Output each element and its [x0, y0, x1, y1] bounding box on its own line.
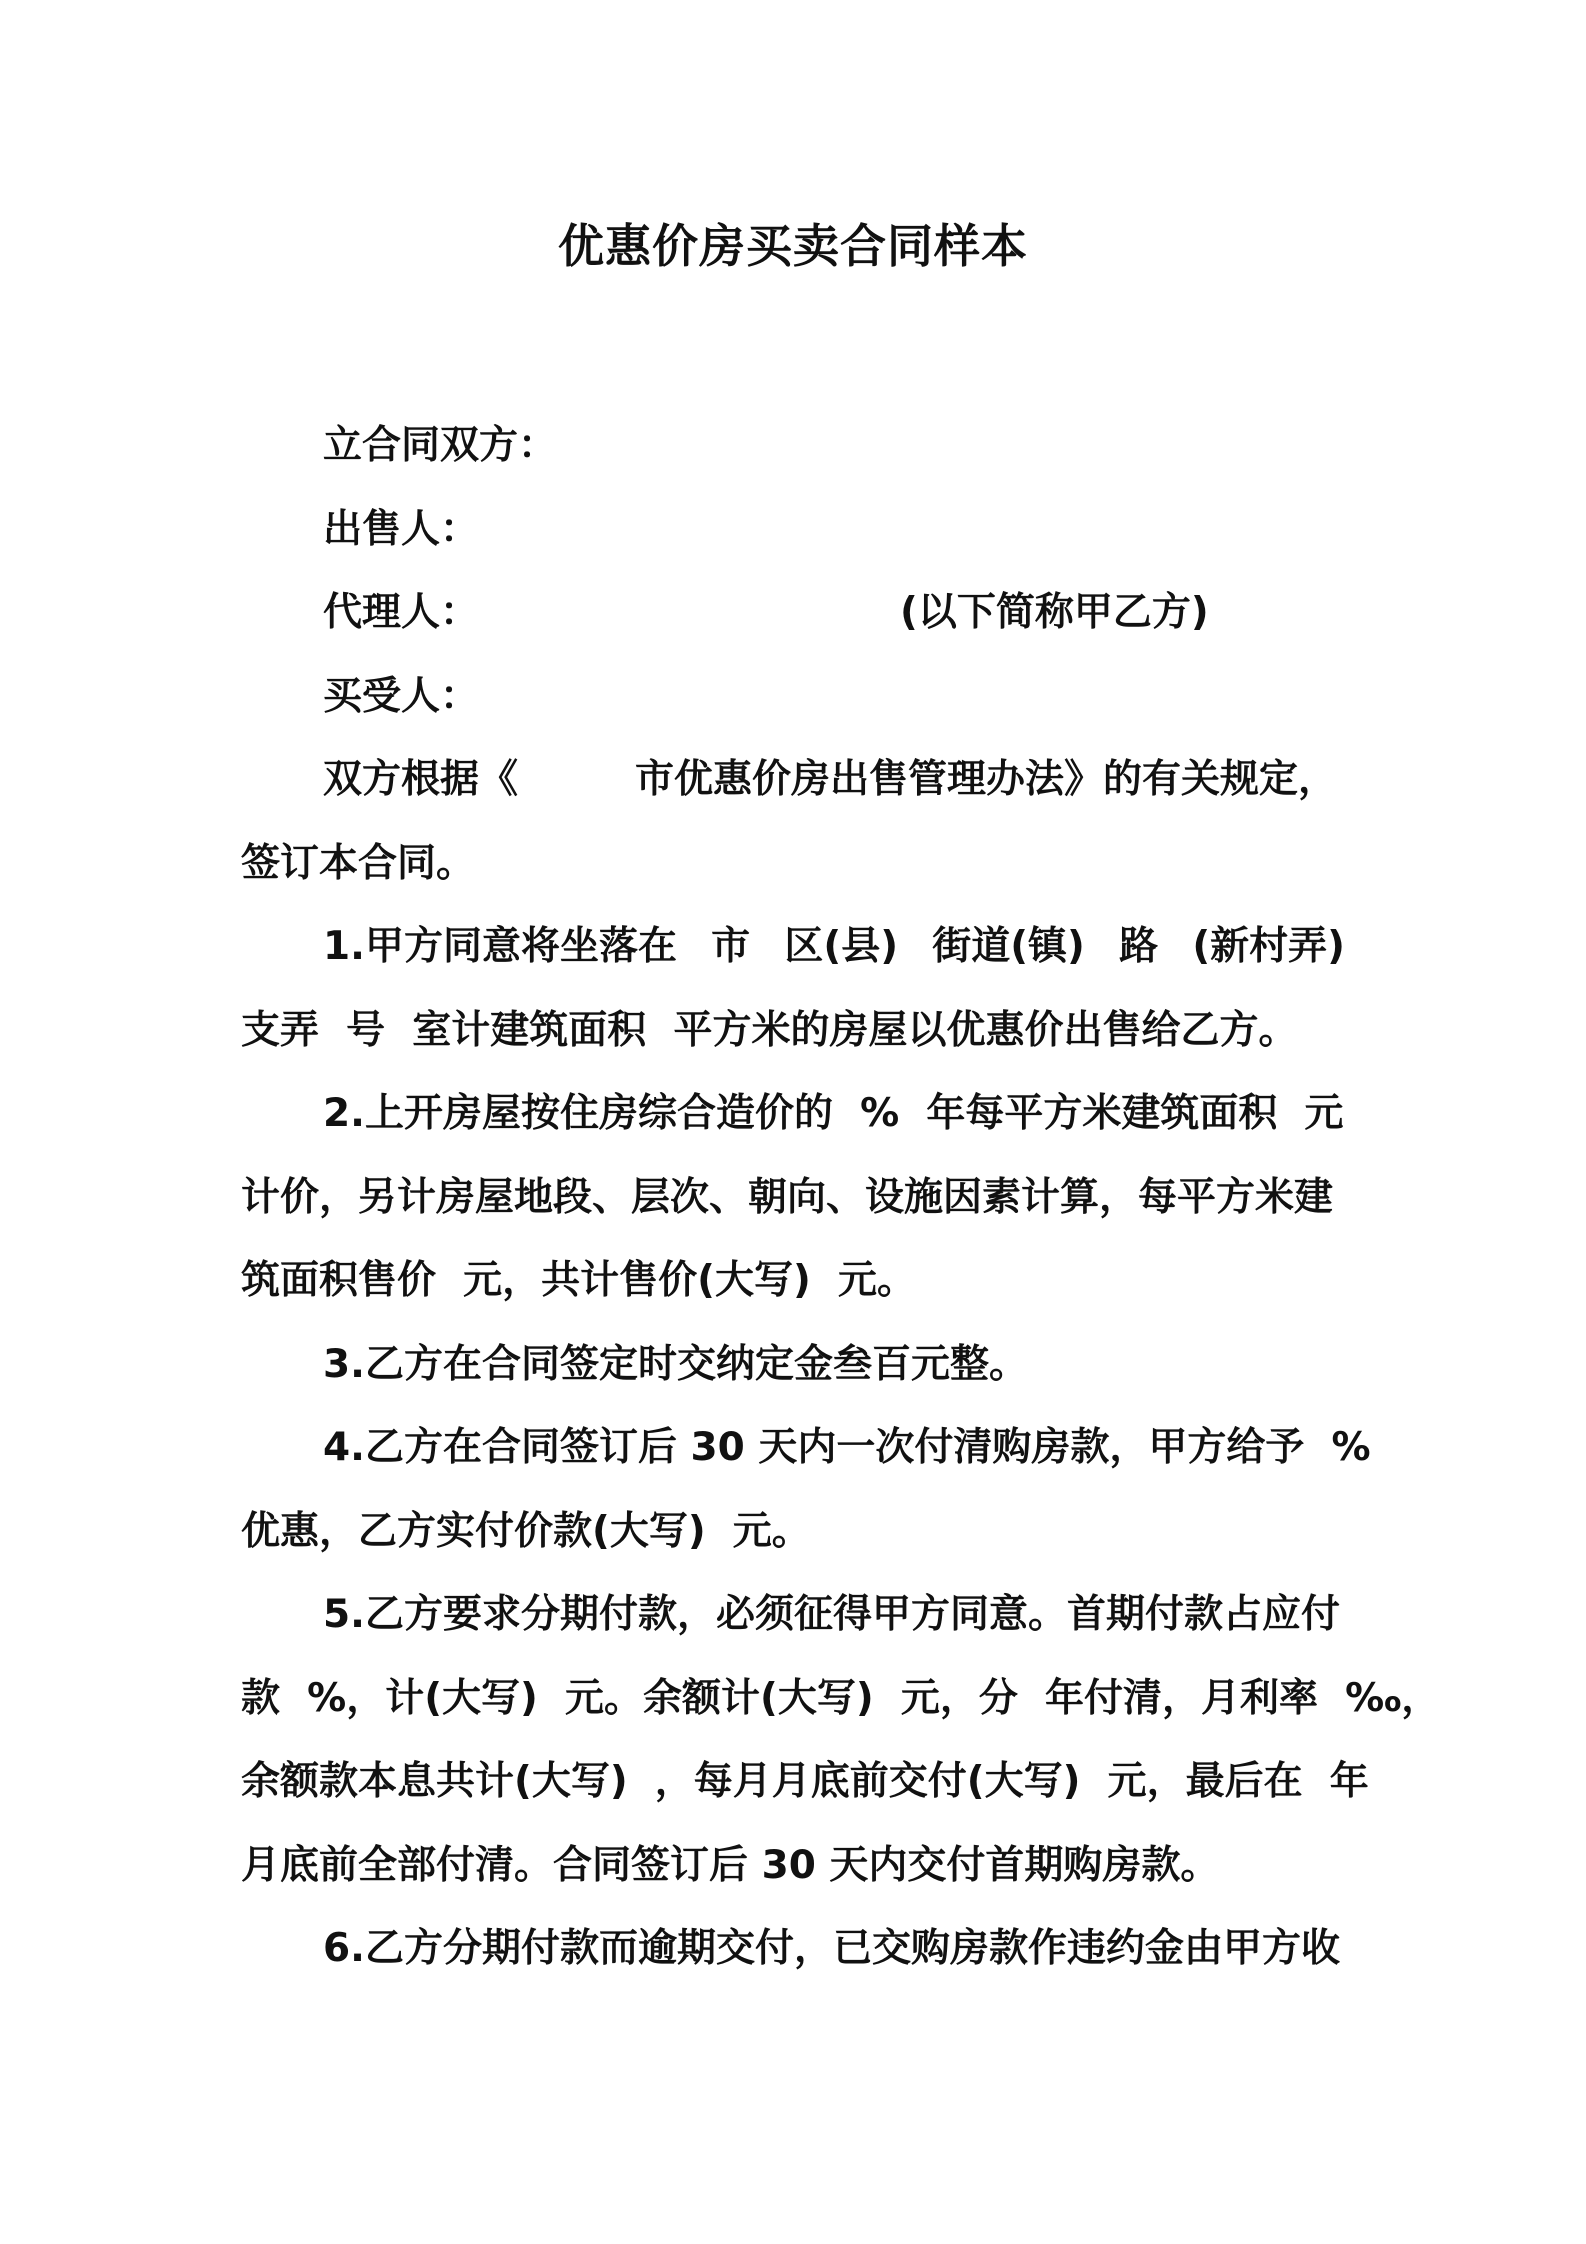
clause-1-part: (新村弄) — [1192, 924, 1345, 969]
clause-5-line-4: 月底前全部付清。合同签订后 30 天内交付首期购房款。 — [241, 1842, 1220, 1888]
intro-line-2: 签订本合同。 — [241, 840, 476, 886]
seller-line: 出售人： — [323, 506, 480, 552]
document-title: 优惠价房买卖合同样本 — [558, 219, 1028, 273]
clause-1-part: 市 — [711, 924, 751, 969]
clause-1-line-1 — [241, 905, 1345, 989]
clause-5-line-1: 5.乙方要求分期付款，必须征得甲方同意。首期付款占应付 — [323, 1592, 1340, 1637]
clause-4-line-2: 优惠，乙方实付价款(大写) 元。 — [241, 1508, 811, 1554]
clause-5-line-3: 余额款本息共计(大写) ，每月月底前交付(大写) 元，最后在 年 — [241, 1759, 1369, 1804]
clause-1-part: 区(县) — [784, 924, 899, 969]
clause-1-part: 1.甲方同意将坐落在 — [323, 924, 677, 969]
intro-line-1: 双方根据《 市优惠价房出售管理办法》的有关规定， — [323, 757, 1338, 802]
agent-note: (以下简称甲乙方) — [900, 590, 1209, 635]
parties-line: 立合同双方： — [323, 423, 558, 468]
clause-2-line-3: 筑面积售价 元，共计售价(大写) 元。 — [241, 1258, 916, 1303]
agent-label: 代理人： — [323, 590, 480, 635]
buyer-line: 买受人： — [323, 673, 480, 719]
clause-2-line-1: 2.上开房屋按住房综合造价的 % 年每平方米建筑面积 元 — [323, 1091, 1344, 1136]
clause-1-line-2: 支弄 号 室计建筑面积 平方米的房屋以优惠价出售给乙方。 — [241, 1007, 1298, 1053]
agent-line — [241, 571, 1345, 655]
clause-2-line-2: 计价，另计房屋地段、层次、朝向、设施因素计算，每平方米建 — [241, 1174, 1334, 1220]
clause-5-line-2: 款 %，计(大写) 元。余额计(大写) 元，分 年付清，月利率 ‰， — [241, 1675, 1441, 1721]
clause-6-line-1: 6.乙方分期付款而逾期交付，已交购房款作违约金由甲方收 — [323, 1926, 1340, 1971]
clause-1-part: 路 — [1119, 924, 1159, 969]
clause-4-line-1: 4.乙方在合同签订后 30 天内一次付清购房款，甲方给予 % — [323, 1425, 1371, 1470]
clause-1-part: 街道(镇) — [932, 924, 1085, 969]
clause-3-line-1: 3.乙方在合同签定时交纳定金叁百元整。 — [323, 1341, 1028, 1387]
document-body — [241, 404, 1441, 1991]
